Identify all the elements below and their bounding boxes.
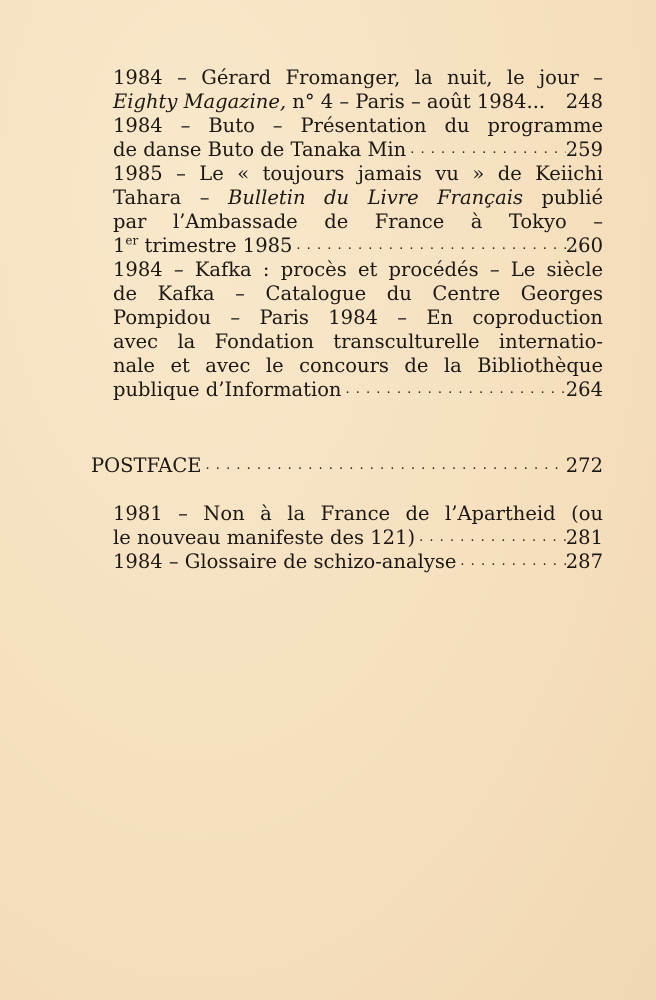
- toc-entry-kafka[interactable]: [113, 258, 603, 402]
- toc-entry-line: 1984 – Gérard Fromanger, la nuit, le jour –: [113, 66, 603, 89]
- toc-entry-line: de danse Buto de Tanaka Min: [113, 138, 407, 161]
- toc-entry-line: le nouveau manifeste des 121): [113, 526, 416, 549]
- toc-section-postface: [113, 502, 603, 574]
- page-number: 248: [565, 90, 603, 113]
- toc-entry-line: 1981 – Non à la France de l’Apartheid (ou: [113, 502, 603, 525]
- toc-entry-line: 1984 – Glossaire de schizo-analyse: [113, 550, 457, 573]
- toc-entry-line: nale et avec le concours de la Bibliothèque: [113, 354, 603, 377]
- toc-entry-line: publié: [522, 186, 603, 209]
- toc-entry-line: 1985 – Le « toujours jamais vu » de Keiichi: [113, 162, 603, 185]
- toc-entry-apartheid[interactable]: [113, 502, 603, 550]
- ordinal-number: 1: [113, 234, 126, 257]
- page-number: 287: [565, 550, 603, 573]
- toc-entry-fromanger[interactable]: [113, 66, 603, 114]
- page-number: 264: [565, 378, 603, 401]
- toc-entry-tahara[interactable]: [113, 162, 603, 258]
- toc-entry-line: trimestre 1985: [138, 234, 293, 257]
- toc-entry-glossaire[interactable]: [113, 550, 603, 574]
- page-number: 281: [565, 526, 603, 549]
- dot-leader: [202, 454, 566, 478]
- dot-leader: [406, 138, 566, 162]
- dot-leader: [545, 90, 566, 114]
- toc-entry-italic-title: Bulletin du Livre Français: [228, 186, 523, 209]
- toc-entry-line: Tahara –: [113, 186, 228, 209]
- toc-entry-line: de Kafka – Catalogue du Centre Georges: [113, 282, 603, 305]
- toc-entry-buto[interactable]: [113, 114, 603, 162]
- toc-entry-line: publique d’Information: [113, 378, 342, 401]
- dot-leader: [456, 550, 565, 574]
- toc-entry-line: 1984 – Buto – Présentation du programme: [113, 114, 603, 137]
- toc-section-appendix: [113, 66, 603, 402]
- toc-entry-line: par l’Ambassade de France à Tokyo –: [113, 210, 603, 233]
- page-number: 272: [565, 454, 603, 477]
- toc-entry-line: Pompidou – Paris 1984 – En coproduction: [113, 306, 603, 329]
- section-heading: POSTFACE: [91, 454, 202, 477]
- toc-entry-line: 1984 – Kafka : procès et procédés – Le siècle: [113, 258, 603, 281]
- dot-leader: [342, 378, 566, 402]
- page-number: 260: [565, 234, 603, 257]
- toc-entry-line: n° 4 – Paris – août 1984...: [286, 90, 546, 113]
- page-number: 259: [565, 138, 603, 161]
- toc-entry-postface[interactable]: [91, 454, 603, 478]
- ordinal-suffix: er: [125, 233, 139, 248]
- dot-leader: [415, 526, 566, 550]
- dot-leader: [292, 234, 565, 258]
- toc-entry-italic-title: Eighty Magazine,: [113, 90, 287, 113]
- toc-entry-line: avec la Fondation transculturelle internatio-: [113, 330, 603, 353]
